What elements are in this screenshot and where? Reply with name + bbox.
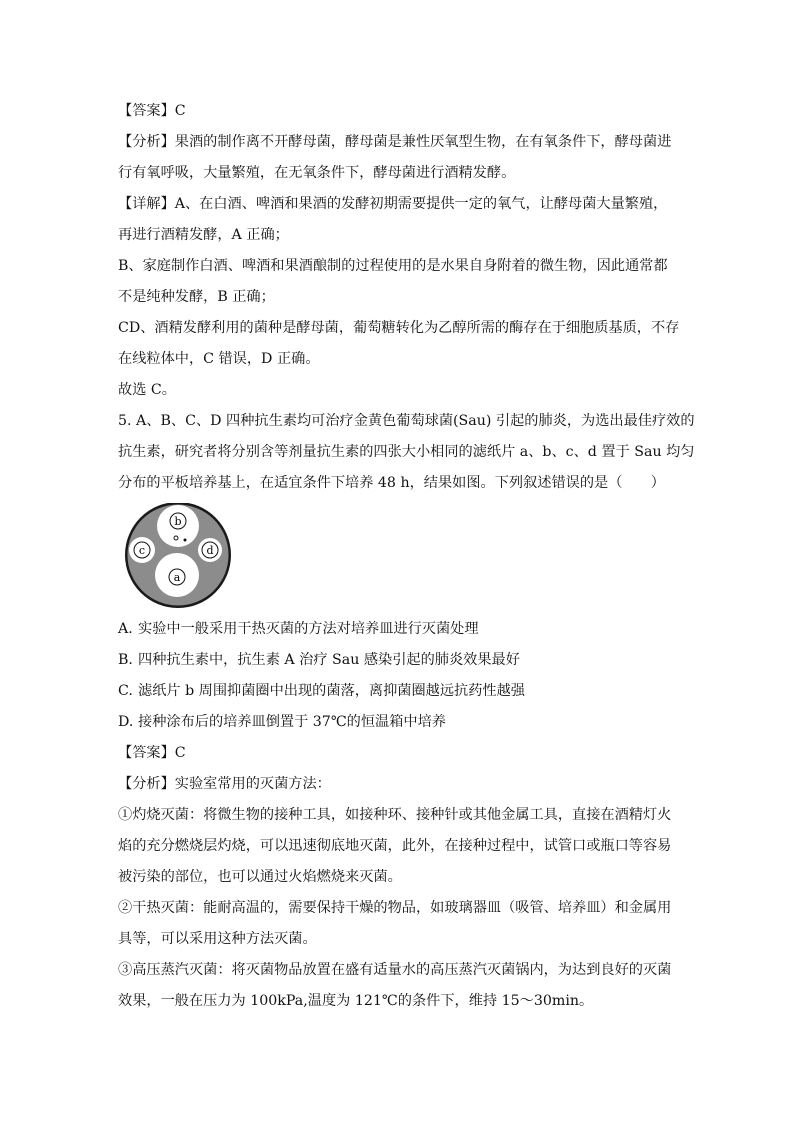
disc-label-b: b <box>174 515 182 528</box>
option-text: 四种抗生素中，抗生素 A 治疗 Sau 感染引起的肺炎效果最好 <box>138 652 520 668</box>
option-letter: A. <box>118 621 133 637</box>
detail-b-line: 不是纯种发酵，B 正确； <box>118 289 275 305</box>
answer-block-2 <box>118 742 678 1012</box>
detail-cd-line: CD、酒精发酵利用的菌种是酵母菌，葡萄糖转化为乙醇所需的酶存在于细胞质基质，不存 <box>118 320 680 336</box>
option-letter: B. <box>118 652 133 668</box>
option-text: 实验中一般采用干热灭菌的方法对培养皿进行灭菌处理 <box>138 621 479 637</box>
option-b <box>118 649 678 671</box>
question-stem-line: 抗生素，研究者将分别含等剂量抗生素的四张大小相同的滤纸片 a、b、c、d 置于 Sau 均匀 <box>118 444 695 460</box>
petri-dish-diagram <box>121 503 237 609</box>
method-1-line: ①灼烧灭菌：将微生物的接种工具，如接种环、接种针或其他金属工具，直接在酒精灯火 <box>118 807 672 823</box>
detail-b-line: B、家庭制作白酒、啤酒和果酒酿制的过程使用的是水果自身附着的微生物，因此通常都 <box>118 258 668 274</box>
option-c <box>118 680 678 702</box>
question-stem-line: 5. A、B、C、D 四种抗生素均可治疗金黄色葡萄球菌(Sau) 引起的肺炎，为选出最佳疗效的 <box>118 413 695 429</box>
option-letter: C. <box>118 683 133 699</box>
conclusion-line: 故选 C。 <box>118 382 176 398</box>
disc-label-d: d <box>206 544 214 557</box>
option-a <box>118 618 678 640</box>
option-text: 滤纸片 b 周围抑菌圈中出现的菌落，离抑菌圈越远抗药性越强 <box>138 683 525 699</box>
colony-dot <box>184 539 187 542</box>
answer-block-1 <box>118 100 678 401</box>
option-letter: D. <box>118 714 134 730</box>
answer-line: 【答案】C <box>118 103 186 119</box>
question-stem-line: 分布的平板培养基上，在适宜条件下培养 48 h，结果如图。下列叙述错误的是（ ） <box>118 475 665 491</box>
method-3-line: 效果，一般在压力为 100kPa,温度为 121℃的条件下，维持 15～30min。 <box>118 993 594 1009</box>
detail-line: 再进行酒精发酵，A 正确； <box>118 227 289 243</box>
answer-line: 【答案】C <box>118 745 186 761</box>
question-5 <box>118 410 695 733</box>
method-2-line: ②干热灭菌：能耐高温的，需要保持干燥的物品，如玻璃器皿（吸管、培养皿）和金属用 <box>118 900 672 916</box>
detail-cd-line: 在线粒体中，C 错误，D 正确。 <box>118 351 320 367</box>
disc-label-c: c <box>138 544 146 557</box>
document-body <box>118 100 695 1012</box>
analysis-line: 【分析】实验室常用的灭菌方法： <box>118 776 331 792</box>
option-d <box>118 711 678 733</box>
analysis-line: 【分析】果酒的制作离不开酵母菌，酵母菌是兼性厌氧型生物，在有氧条件下，酵母菌进 <box>118 134 672 150</box>
option-text: 接种涂布后的培养皿倒置于 37℃的恒温箱中培养 <box>138 714 446 730</box>
method-2-line: 具等，可以采用这种方法灭菌。 <box>118 931 317 947</box>
disc-label-a: a <box>173 571 181 584</box>
analysis-line: 行有氧呼吸，大量繁殖，在无氧条件下，酵母菌进行酒精发酵。 <box>118 165 516 181</box>
method-1-line: 被污染的部位，也可以通过火焰燃烧来灭菌。 <box>118 869 402 885</box>
colony-dot <box>174 536 178 540</box>
method-1-line: 焰的充分燃烧层灼烧，可以迅速彻底地灭菌，此外，在接种过程中，试管口或瓶口等容易 <box>118 838 672 854</box>
method-3-line: ③高压蒸汽灭菌：将灭菌物品放置在盛有适量水的高压蒸汽灭菌锅内，为达到良好的灭菌 <box>118 962 672 978</box>
detail-line: 【详解】A、在白酒、啤酒和果酒的发酵初期需要提供一定的氧气，让酵母菌大量繁殖， <box>118 196 668 212</box>
petri-dish-figure <box>121 503 237 609</box>
